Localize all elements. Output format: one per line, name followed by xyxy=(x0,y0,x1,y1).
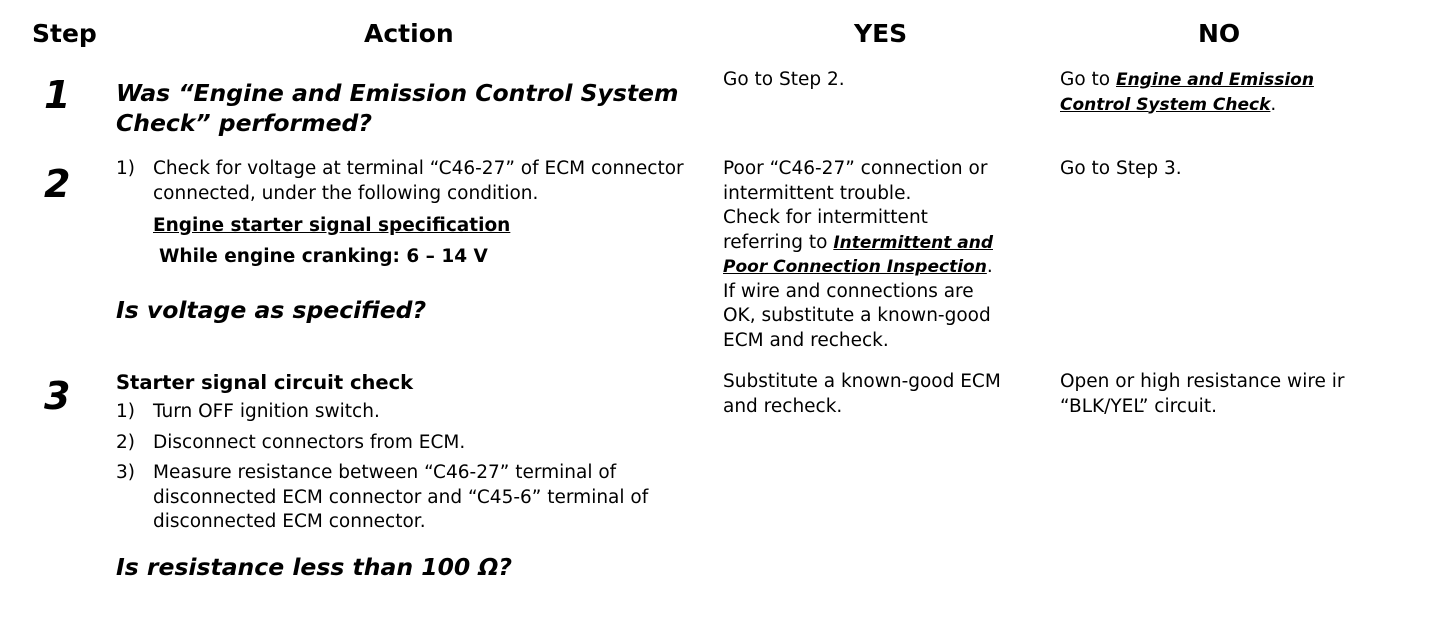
header-yes: YES xyxy=(854,19,908,48)
header-no: NO xyxy=(1198,19,1241,48)
step2-item-1 xyxy=(116,157,706,206)
step2-yes-line4 xyxy=(723,231,1048,256)
step3-item-1-number: 1) xyxy=(116,401,135,422)
step-number-1: 1 xyxy=(44,73,71,117)
step1-question: Was “Engine and Emission Control System Check” performed? xyxy=(116,79,679,137)
step1-no-suffix: . xyxy=(1270,93,1277,115)
step2-item-1-text: Check for voltage at terminal “C46-27” of ECM connector connected, under the following condition. xyxy=(153,158,684,204)
step3-item-2-text: Disconnect connectors from ECM. xyxy=(153,431,466,453)
step2-yes-link-line1[interactable]: Intermittent and xyxy=(833,232,993,253)
step3-item-2-number: 2) xyxy=(116,431,135,453)
step2-no: Go to Step 3. xyxy=(1060,158,1182,179)
step2-spec-title: Engine starter signal specification xyxy=(153,215,511,236)
step2-yes-link-row xyxy=(723,255,1048,280)
step2-yes-line3: Check for intermittent xyxy=(723,207,928,228)
step3-item-3-text: Measure resistance between “C46-27” terminal of disconnected ECM connector and “C45-6” terminal of disconnected ECM connector. xyxy=(153,462,649,532)
header-step: Step xyxy=(32,19,97,48)
step-number-2: 2 xyxy=(44,162,71,206)
step3-question: Is resistance less than 100 Ω? xyxy=(116,553,513,581)
step2-question: Is voltage as specified? xyxy=(116,296,427,324)
header-action: Action xyxy=(364,19,454,48)
step3-item-3-number: 3) xyxy=(116,462,135,483)
step2-yes-line1: Poor “C46-27” connection or xyxy=(723,158,988,179)
step2-item-1-number: 1) xyxy=(116,158,135,179)
step2-spec-value: While engine cranking: 6 – 14 V xyxy=(159,245,488,267)
step3-no xyxy=(1060,370,1456,419)
step3-item-1 xyxy=(116,400,706,425)
step3-action xyxy=(116,370,706,541)
step2-yes-link-line2[interactable]: Poor Connection Inspection xyxy=(723,257,987,277)
step2-action xyxy=(116,157,706,269)
step3-item-1-text: Turn OFF ignition switch. xyxy=(153,401,380,422)
step1-yes: Go to Step 2. xyxy=(723,69,845,90)
step3-item-3 xyxy=(116,461,706,535)
step2-yes-line7: ECM and recheck. xyxy=(723,329,889,351)
step1-no-prefix: Go to xyxy=(1060,69,1116,90)
step1-no-link-line2[interactable]: Control System Check xyxy=(1060,94,1271,115)
step2-yes xyxy=(723,157,1048,353)
step3-yes-line1: Substitute a known-good ECM xyxy=(723,371,1001,392)
step2-yes-line6: OK, substitute a known-good xyxy=(723,305,991,326)
step1-no xyxy=(1060,68,1456,117)
step3-no-line2: “BLK/YEL” circuit. xyxy=(1060,395,1217,417)
step2-yes-line2: intermittent trouble. xyxy=(723,182,912,204)
step3-title: Starter signal circuit check xyxy=(116,371,414,394)
step-number-3: 3 xyxy=(44,374,71,418)
step3-item-2 xyxy=(116,431,706,456)
step3-yes xyxy=(723,370,1048,419)
step3-yes-line2: and recheck. xyxy=(723,395,843,417)
step3-no-line1: Open or high resistance wire ir xyxy=(1060,371,1345,392)
step2-yes-line4-prefix: referring to xyxy=(723,231,834,253)
step2-yes-line5: If wire and connections are xyxy=(723,280,974,302)
step2-yes-link-suffix: . xyxy=(986,256,993,277)
step1-no-link-line1[interactable]: Engine and Emission xyxy=(1116,70,1314,90)
